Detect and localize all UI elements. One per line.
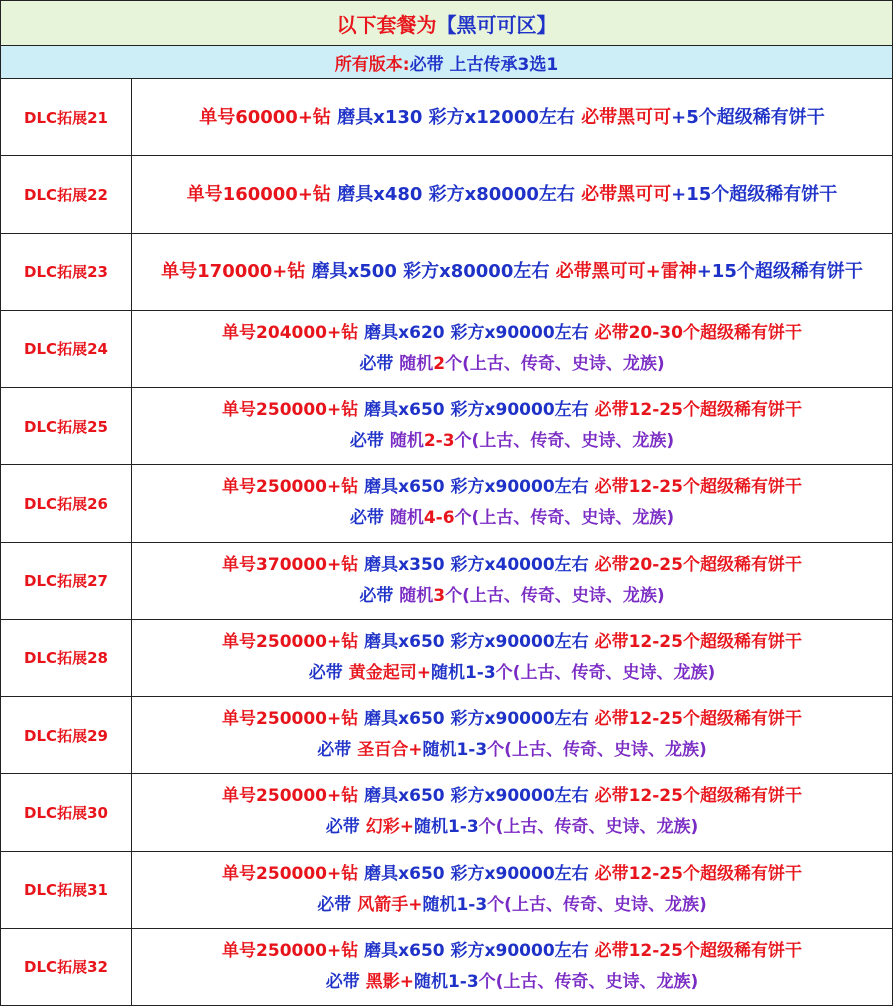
table-row bbox=[0, 79, 893, 156]
desc-materials: 磨具x650 彩方x90000左右 bbox=[364, 477, 589, 498]
desc-line-2 bbox=[317, 890, 706, 921]
table-row bbox=[0, 234, 893, 311]
desc-extra: 黑影+ bbox=[365, 971, 414, 992]
desc-random-count: 2-3 bbox=[423, 431, 455, 452]
desc-line-1 bbox=[222, 627, 802, 658]
desc-guaranteed: 必带20-30个超级稀有饼干 bbox=[594, 322, 802, 343]
desc-materials: 磨具x650 彩方x90000左右 bbox=[364, 940, 589, 961]
desc-materials: 磨具x130 彩方x12000左右 bbox=[337, 106, 575, 128]
desc-extra: 随机 bbox=[389, 508, 424, 529]
desc-extra: 幻彩+ bbox=[365, 817, 414, 838]
desc-random-count: 随机1-3 bbox=[413, 817, 479, 838]
desc-pool: 个(上古、传奇、史诗、龙族) bbox=[487, 740, 707, 761]
desc-must: 必带 bbox=[325, 971, 360, 992]
desc-diamonds: 单号370000+钻 bbox=[222, 554, 359, 575]
desc-line-2 bbox=[326, 812, 698, 843]
package-desc bbox=[132, 620, 892, 696]
desc-line-2 bbox=[350, 426, 674, 457]
package-desc bbox=[132, 929, 892, 1005]
desc-guaranteed: 必带12-25个超级稀有饼干 bbox=[594, 631, 802, 652]
package-desc bbox=[132, 465, 892, 541]
table-row bbox=[0, 620, 893, 697]
desc-line-1 bbox=[222, 859, 802, 890]
package-name: DLC拓展32 bbox=[1, 929, 132, 1005]
desc-line-2 bbox=[359, 581, 664, 612]
package-desc bbox=[132, 852, 892, 928]
package-desc bbox=[132, 311, 892, 387]
desc-line-1 bbox=[222, 936, 802, 967]
desc-diamonds: 单号204000+钻 bbox=[222, 322, 359, 343]
desc-pool: 个(上古、传奇、史诗、龙族) bbox=[487, 894, 707, 915]
desc-line-2 bbox=[350, 503, 674, 534]
version-note bbox=[0, 46, 893, 79]
table-row bbox=[0, 697, 893, 774]
desc-random-count: 4-6 bbox=[423, 508, 455, 529]
desc-extra: 随机 bbox=[399, 585, 434, 606]
package-name: DLC拓展28 bbox=[1, 620, 132, 696]
desc-materials: 磨具x650 彩方x90000左右 bbox=[364, 631, 589, 652]
package-name: DLC拓展27 bbox=[1, 543, 132, 619]
desc-line-2 bbox=[359, 349, 664, 380]
package-desc bbox=[132, 234, 892, 310]
desc-random-count: 随机1-3 bbox=[430, 662, 496, 683]
desc-must: 必带 bbox=[317, 894, 352, 915]
package-table bbox=[0, 79, 893, 1006]
desc-pool: 个(上古、传奇、史诗、龙族) bbox=[445, 585, 665, 606]
desc-pool: 个(上古、传奇、史诗、龙族) bbox=[495, 662, 716, 683]
package-desc bbox=[132, 697, 892, 773]
table-row bbox=[0, 156, 893, 233]
package-name: DLC拓展30 bbox=[1, 774, 132, 850]
package-desc bbox=[132, 156, 892, 232]
desc-materials: 磨具x500 彩方x80000左右 bbox=[311, 261, 550, 283]
desc-diamonds: 单号250000+钻 bbox=[222, 631, 359, 652]
desc-line-1 bbox=[222, 550, 802, 581]
desc-guaranteed: 必带黑可可+雷神 bbox=[555, 261, 697, 283]
title-highlight: 【黑可可区】 bbox=[436, 12, 557, 37]
desc-materials: 磨具x650 彩方x90000左右 bbox=[364, 400, 589, 421]
desc-bonus: +15个超级稀有饼干 bbox=[696, 261, 863, 283]
desc-diamonds: 单号250000+钻 bbox=[222, 477, 359, 498]
desc-bonus: +5个超级稀有饼干 bbox=[671, 106, 825, 128]
desc-diamonds: 单号250000+钻 bbox=[222, 940, 359, 961]
desc-pool: 个(上古、传奇、史诗、龙族) bbox=[454, 431, 675, 452]
desc-guaranteed: 必带黑可可 bbox=[581, 183, 672, 205]
note-prefix: 所有版本: bbox=[334, 54, 410, 75]
desc-must: 必带 bbox=[308, 662, 343, 683]
desc-must: 必带 bbox=[359, 585, 394, 606]
table-row bbox=[0, 465, 893, 542]
table-row bbox=[0, 852, 893, 929]
desc-extra: 圣百合+ bbox=[357, 740, 423, 761]
desc-materials: 磨具x350 彩方x40000左右 bbox=[364, 554, 589, 575]
desc-materials: 磨具x650 彩方x90000左右 bbox=[364, 709, 589, 730]
desc-line-1 bbox=[161, 256, 863, 287]
desc-pool: 个(上古、传奇、史诗、龙族) bbox=[445, 353, 665, 374]
package-name: DLC拓展24 bbox=[1, 311, 132, 387]
desc-line-1 bbox=[222, 781, 802, 812]
desc-must: 必带 bbox=[317, 740, 352, 761]
desc-guaranteed: 必带12-25个超级稀有饼干 bbox=[594, 863, 802, 884]
desc-bonus: +15个超级稀有饼干 bbox=[671, 183, 838, 205]
desc-guaranteed: 必带黑可可 bbox=[581, 106, 672, 128]
desc-diamonds: 单号160000+钻 bbox=[186, 183, 331, 205]
desc-diamonds: 单号250000+钻 bbox=[222, 709, 359, 730]
desc-must: 必带 bbox=[359, 353, 394, 374]
package-name: DLC拓展25 bbox=[1, 388, 132, 464]
desc-diamonds: 单号250000+钻 bbox=[222, 400, 359, 421]
package-desc bbox=[132, 388, 892, 464]
package-desc bbox=[132, 774, 892, 850]
package-name: DLC拓展22 bbox=[1, 156, 132, 232]
table-row bbox=[0, 311, 893, 388]
desc-random-count: 随机1-3 bbox=[422, 740, 488, 761]
package-name: DLC拓展21 bbox=[1, 79, 132, 155]
desc-line-1 bbox=[222, 704, 802, 735]
desc-pool: 个(上古、传奇、史诗、龙族) bbox=[478, 817, 699, 838]
package-name: DLC拓展26 bbox=[1, 465, 132, 541]
desc-extra: 随机 bbox=[389, 431, 424, 452]
desc-pool: 个(上古、传奇、史诗、龙族) bbox=[454, 508, 675, 529]
table-row bbox=[0, 774, 893, 851]
desc-random-count: 随机1-3 bbox=[422, 894, 488, 915]
desc-line-2 bbox=[309, 658, 715, 689]
desc-diamonds: 单号250000+钻 bbox=[222, 786, 359, 807]
desc-diamonds: 单号170000+钻 bbox=[161, 261, 306, 283]
note-highlight: 必带 上古传承3选1 bbox=[409, 54, 559, 75]
desc-guaranteed: 必带12-25个超级稀有饼干 bbox=[594, 709, 802, 730]
desc-line-2 bbox=[326, 967, 698, 998]
desc-materials: 磨具x620 彩方x90000左右 bbox=[364, 322, 589, 343]
package-name: DLC拓展23 bbox=[1, 234, 132, 310]
table-row bbox=[0, 929, 893, 1006]
desc-pool: 个(上古、传奇、史诗、龙族) bbox=[478, 971, 699, 992]
desc-guaranteed: 必带12-25个超级稀有饼干 bbox=[594, 477, 802, 498]
desc-line-1 bbox=[222, 472, 802, 503]
desc-line-2 bbox=[317, 735, 706, 766]
desc-line-1 bbox=[222, 318, 802, 349]
package-desc bbox=[132, 543, 892, 619]
desc-guaranteed: 必带12-25个超级稀有饼干 bbox=[594, 400, 802, 421]
desc-line-1 bbox=[222, 395, 802, 426]
desc-extra: 黄金起司+ bbox=[348, 662, 431, 683]
desc-materials: 磨具x480 彩方x80000左右 bbox=[337, 183, 575, 205]
desc-random-count: 2 bbox=[433, 353, 446, 374]
table-row bbox=[0, 543, 893, 620]
desc-guaranteed: 必带20-25个超级稀有饼干 bbox=[594, 554, 802, 575]
desc-random-count: 3 bbox=[433, 585, 446, 606]
desc-materials: 磨具x650 彩方x90000左右 bbox=[364, 863, 589, 884]
desc-line-1 bbox=[187, 179, 838, 210]
desc-extra: 随机 bbox=[399, 353, 434, 374]
desc-random-count: 随机1-3 bbox=[413, 971, 479, 992]
desc-must: 必带 bbox=[349, 431, 384, 452]
desc-must: 必带 bbox=[325, 817, 360, 838]
table-row bbox=[0, 388, 893, 465]
desc-must: 必带 bbox=[349, 508, 384, 529]
package-desc bbox=[132, 79, 892, 155]
sheet-title bbox=[0, 0, 893, 46]
package-name: DLC拓展31 bbox=[1, 852, 132, 928]
desc-line-1 bbox=[199, 102, 825, 133]
desc-extra: 风箭手+ bbox=[357, 894, 423, 915]
desc-diamonds: 单号250000+钻 bbox=[222, 863, 359, 884]
desc-guaranteed: 必带12-25个超级稀有饼干 bbox=[594, 786, 802, 807]
title-prefix: 以下套餐为 bbox=[336, 12, 437, 37]
desc-diamonds: 单号60000+钻 bbox=[199, 106, 331, 128]
package-name: DLC拓展29 bbox=[1, 697, 132, 773]
desc-guaranteed: 必带12-25个超级稀有饼干 bbox=[594, 940, 802, 961]
desc-materials: 磨具x650 彩方x90000左右 bbox=[364, 786, 589, 807]
